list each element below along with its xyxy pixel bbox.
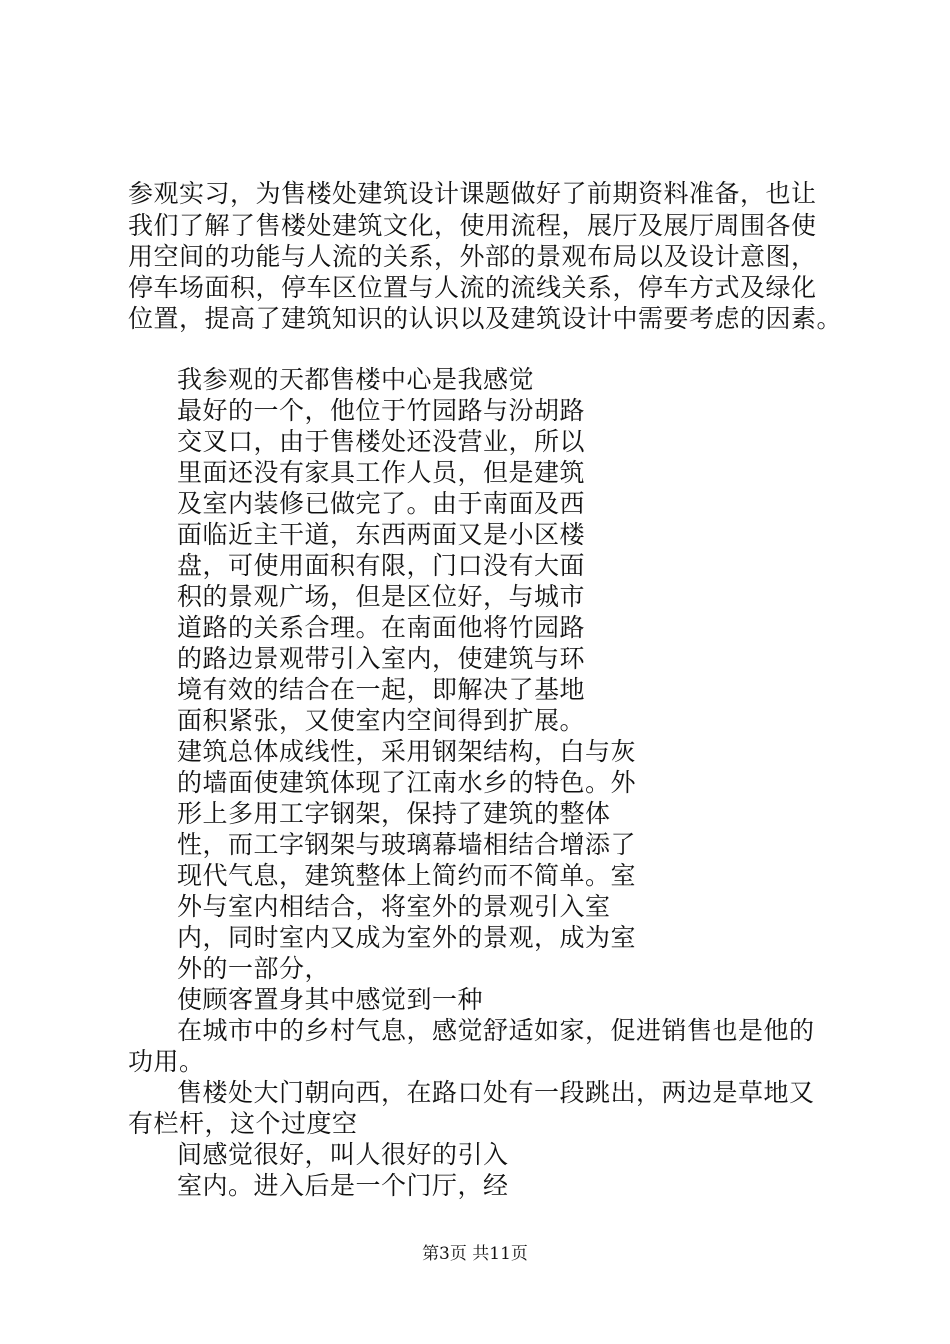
text-line: 里面还没有家具工作人员，但是建筑 xyxy=(177,458,586,487)
text-line: 有栏杆，这个过度空 xyxy=(128,1109,358,1138)
text-line: 及室内装修已做完了。由于南面及西 xyxy=(177,489,586,518)
text-line: 面临近主干道，东西两面又是小区楼 xyxy=(177,520,586,549)
text-line: 停车场面积，停车区位置与人流的流线关系，停车方式及绿化 xyxy=(128,273,817,302)
text-line: 使顾客置身其中感觉到一种 xyxy=(177,985,484,1014)
text-line: 建筑总体成线性，采用钢架结构，白与灰 xyxy=(177,737,637,766)
page-number-footer: 第3页 共11页 xyxy=(422,1244,528,1264)
text-line: 盘，可使用面积有限，门口没有大面 xyxy=(177,551,586,580)
text-line: 性，而工字钢架与玻璃幕墙相结合增添了 xyxy=(177,830,637,859)
text-line: 在城市中的乡村气息，感觉舒适如家，促进销售也是他的 xyxy=(177,1016,815,1045)
text-line: 形上多用工字钢架，保持了建筑的整体 xyxy=(177,799,611,828)
text-line: 用空间的功能与人流的关系，外部的景观布局以及设计意图， xyxy=(128,242,817,271)
text-line: 参观实习，为售楼处建筑设计课题做好了前期资料准备，也让 xyxy=(128,179,817,208)
text-line: 位置，提高了建筑知识的认识以及建筑设计中需要考虑的因素。 xyxy=(128,304,843,333)
text-line: 交叉口，由于售楼处还没营业，所以 xyxy=(177,427,586,456)
text-line: 外与室内相结合，将室外的景观引入室 xyxy=(177,892,611,921)
text-line: 外的一部分， xyxy=(177,954,331,983)
text-line: 最好的一个，他位于竹园路与汾胡路 xyxy=(177,396,586,425)
text-line: 的路边景观带引入室内，使建筑与环 xyxy=(177,644,586,673)
text-line: 现代气息，建筑整体上简约而不简单。室 xyxy=(177,861,637,890)
text-line: 间感觉很好，叫人很好的引入 xyxy=(177,1140,509,1169)
text-line: 积的景观广场，但是区位好，与城市 xyxy=(177,582,586,611)
text-line: 功用。 xyxy=(128,1047,205,1076)
text-line: 我参观的天都售楼中心是我感觉 xyxy=(177,365,535,394)
text-line: 道路的关系合理。在南面他将竹园路 xyxy=(177,613,586,642)
text-line: 面积紧张，又使室内空间得到扩展。 xyxy=(177,706,586,735)
text-line: 室内。进入后是一个门厅，经 xyxy=(177,1171,509,1200)
text-line: 我们了解了售楼处建筑文化，使用流程，展厅及展厅周围各使 xyxy=(128,211,817,240)
text-line: 内，同时室内又成为室外的景观，成为室 xyxy=(177,923,637,952)
text-line: 售楼处大门朝向西，在路口处有一段跳出，两边是草地又 xyxy=(177,1078,815,1107)
text-line: 的墙面使建筑体现了江南水乡的特色。外 xyxy=(177,768,637,797)
text-line: 境有效的结合在一起，即解决了基地 xyxy=(177,675,586,704)
